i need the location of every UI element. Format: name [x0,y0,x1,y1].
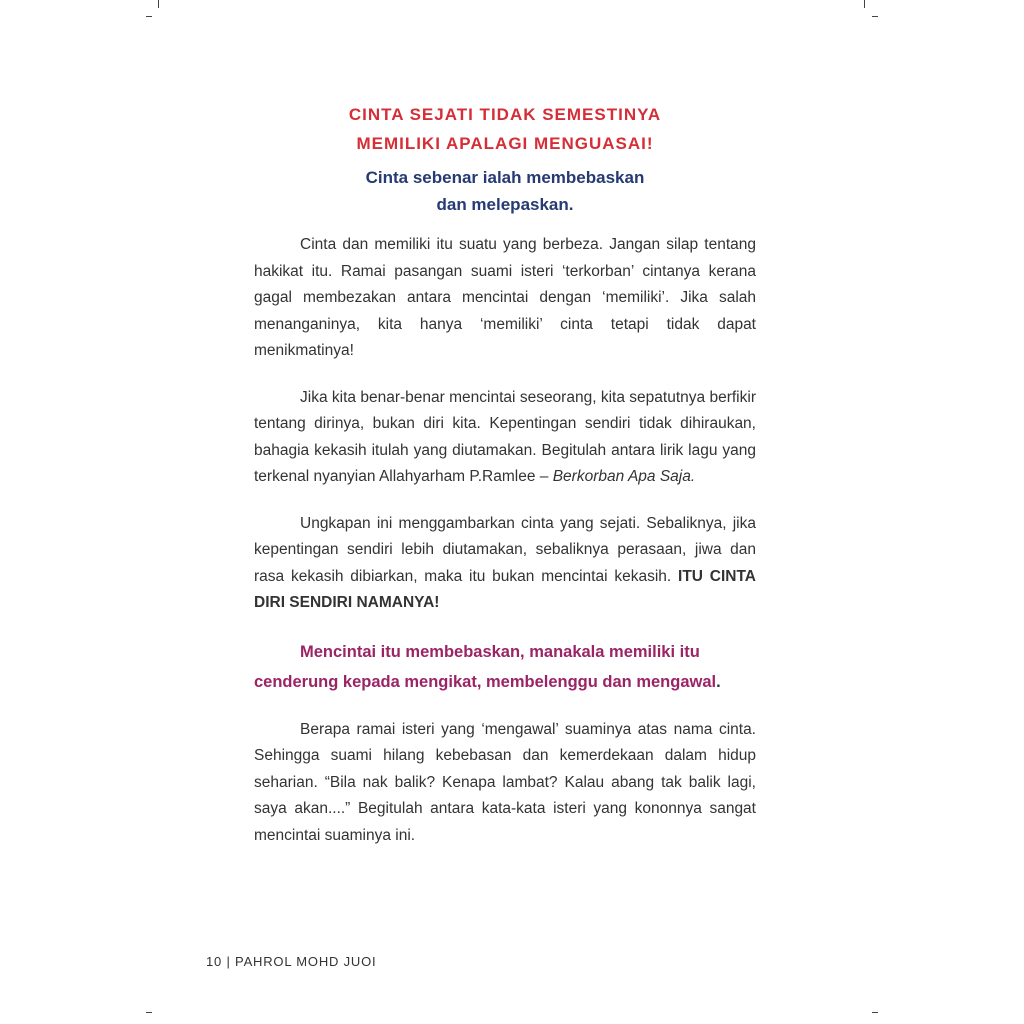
paragraph-3 [254,511,756,617]
crop-mark-bottom-right-h [872,1012,878,1013]
chapter-heading [254,100,756,158]
song-title: Berkorban Apa Saja. [552,468,696,485]
chapter-heading-line1: CINTA SEJATI TIDAK SEMESTINYA [348,105,662,124]
pull-quote-text: Mencintai itu membebaskan, manakala memiliki itu cenderung kepada mengikat, membelenggu dan mengawal [254,642,717,691]
chapter-heading-line2: MEMILIKI APALAGI MENGUASAI! [356,134,654,153]
crop-mark-top-left-v [158,0,159,8]
pull-quote [254,637,756,697]
crop-mark-top-right-h [872,16,878,17]
paragraph-1: Cinta dan memiliki itu suatu yang berbeza. Jangan silap tentang hakikat itu. Ramai pasangan suami isteri ‘terkorban’ cintanya kerana gagal membezakan antara mencintai dengan ‘memiliki’. Jika salah menanganinya, kita hanya ‘memiliki’ cinta tetapi tidak dapat menikmatinya! [254,236,756,359]
page-footer: 10 | PAHROL MOHD JUOI [206,954,377,969]
crop-mark-top-left-h [146,16,152,17]
pull-quote-period: . [716,672,721,691]
paragraph-2 [254,385,756,491]
chapter-subheading-line2: dan melepaskan. [436,195,574,214]
chapter-subheading-line1: Cinta sebenar ialah membebaskan [365,168,645,187]
emphasis-statement: ITU CINTA DIRI SENDIRI NAMANYA! [254,567,757,611]
paragraph-4: Berapa ramai isteri yang ‘mengawal’ suaminya atas nama cinta. Sehingga suami hilang kebebasan dan kemerdekaan dalam hidup seharian. “Bila nak balik? Kenapa lambat? Kalau abang tak balik lagi, saya akan....” Begitulah antara kata-kata isteri yang kononnya sangat mencintai suaminya ini. [254,720,756,844]
paragraph-2-text: Jika kita benar-benar mencintai seseorang, kita sepatutnya berfikir tentang dirinya, bukan diri kita. Kepentingan sendiri tidak dihiraukan, bahagia kekasih itulah yang diutamakan. Begitulah antara lirik lagu yang terkenal nyanyian Allahyarham P.Ramlee – [254,388,756,485]
book-page [254,100,756,869]
crop-mark-top-right-v [864,0,865,8]
chapter-subheading [254,164,756,218]
paragraph-3-text: Ungkapan ini menggambarkan cinta yang sejati. Sebaliknya, jika kepentingan sendiri lebih diutamakan, sebaliknya perasaan, jiwa dan rasa kekasih dibiarkan, maka itu bukan mencintai kekasih. [254,514,756,585]
crop-mark-bottom-left-h [146,1012,152,1013]
